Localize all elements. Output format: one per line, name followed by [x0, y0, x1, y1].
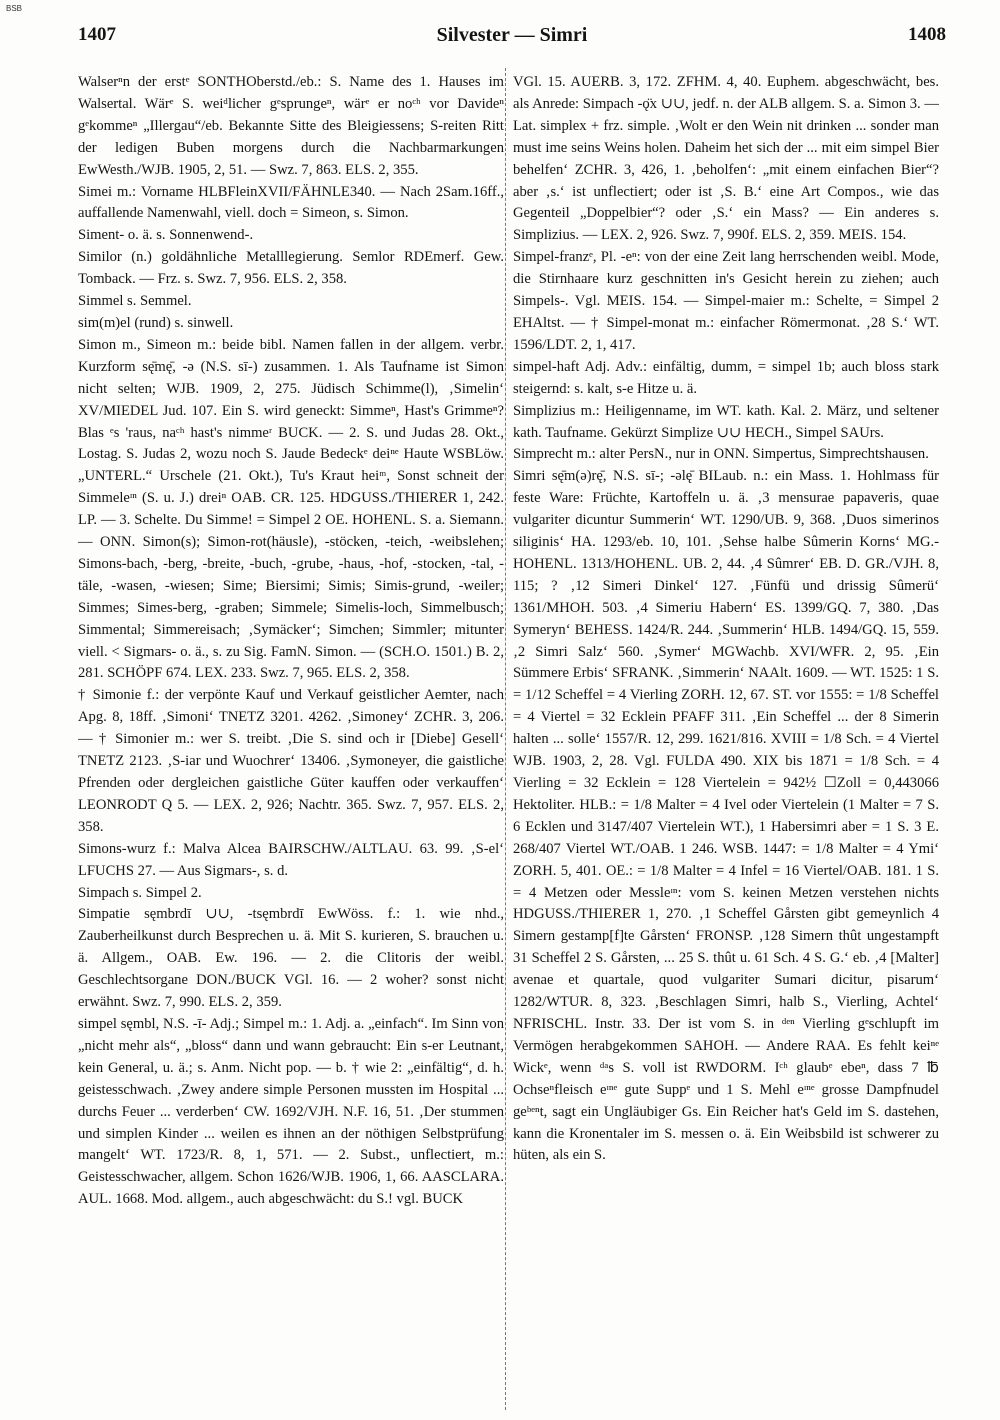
- entry: Simons-wurz f.: Malva Alcea BAIRSCHW./ALTLAU. 63. 99. ‚S-el‘ LFUCHS 27. — Aus Sigmars-, s. d.: [78, 840, 504, 879]
- library-stamp: BSB: [6, 4, 23, 13]
- running-title: Silvester — Simri: [436, 24, 588, 46]
- entry: simpel sęmbl, N.S. -ī- Adj.; Simpel m.: 1. Adj. a. „einfach“. Im Sinn von „nicht mehr als“, „bloss“ dann und wann gebraucht: Ein s-er Leutnant, kein General, u. ä.; s. Anm. Nicht pop. — b. † wie 2: „einfältig“, d. h. geistesschwach. ‚Zwey andere simple Personen mussten im Hospital ... durchs Feuer ... verderben‘ CW. 1692/VJH. N.F. 16, 51. ‚Der stummen und simplen Kinder ... weilen es ihnen an der nöthigen Selbstprüfung mangelt‘ WT. 1723/R. 8, 1, 571. — 2. Subst., unflectiert, m.: Geistesschwacher, allgem. Schon 1626/WJB. 1906, 1, 66. AASCLARA. AUL. 1668. Mod. allgem., auch abgeschwächt: du S.! vgl. BUCK: [78, 1015, 504, 1208]
- entry: Simon m., Simeon m.: beide bibl. Namen fallen in der allgem. verbr. Kurzform sę̄mę̄, -ə (N.S. sī-) zusammen. 1. Als Taufname ist Simon nicht selten; WJB. 1909, 2, 275. Jüdisch Schimme(l), ‚Simelin‘ XV/MIEDEL Jud. 107. Ein S. wird geneckt: Simmeⁿ, Hast's Grimmeⁿ? Blas ᵉs 'raus, naᶜʰ hast's nimmeʳ BUCK. — 2. S. und Judas 28. Okt., Lostag. S. Judas 2, wozu noch S. Jaude Bedeckᵉ deiⁿᵉ Haute WSBLöw. „UNTERL.“ Urschele (21. Okt.), Tu's Kraut heiᵐ, Sonst schneit der Simmeleᶦⁿ (S. u. J.) dreiⁿ OAB. CR. 125. HDGUSS./THIERER 1, 242. LP. — 3. Schelte. Du Simme! = Simpel 2 OE. HOHENL. S. a. Siemann. — ONN. Simon(s); Simon-rot(häusle), -stöcken, -teich, -weibslehen; Simons-bach, -berg, -breite, -buch, -grube, -haus, -hof, -stocken, -tal, -täle, -wasen, -wiesen; Sime; Biersimi; Simis; Simis-grund, -weiler; Simmes; Simes-berg, -graben; Simmele; Simelis-loch, Simmelbusch; Simmental; Simmereisach; ‚Symäcker‘; Simchen; Simmler; mitunter viell. < Sigmars- o. ä., s. zu Sig. FamN. Simon. — (SCH.O. 1501.) B. 2, 281. SCHÖPF 674. LEX. 233. Swz. 7, 965. ELS. 2, 358.: [78, 336, 504, 682]
- page-header: [78, 24, 946, 54]
- entry: simpel-haft Adj. Adv.: einfältig, dumm, = simpel 1b; auch bloss stark steigernd: s. kalt, s-e Hitze u. ä.: [513, 358, 939, 397]
- entry: Similor (n.) goldähnliche Metalllegierung. Semlor RDEmerf. Gew. Tomback. — Frz. s. Swz. 7, 956. ELS. 2, 358.: [78, 249, 504, 288]
- entry: Siment- o. ä. s. Sonnenwend-.: [78, 227, 254, 244]
- entry: Simpel-franzᵉ, Pl. -eⁿ: von der eine Zeit lang herrschenden weibl. Mode, die Stirnhaare kurz geschnitten in's Gesicht herein zu ziehen; auch Simpels-. Vgl. MEIS. 154. — Simpel-maier m.: Schelte, = Simpel 2 EHAltst. — † Simpel-monat m.: einfacher Römermonat. ‚28 S.‘ WT. 1596/LDT. 2, 1, 417.: [513, 249, 939, 353]
- right-column: [513, 72, 939, 1410]
- entry: Simplizius m.: Heiligenname, im WT. kath. Kal. 2. März, und seltener kath. Taufname. Gekürzt Simplize ∪∪ HECH., Simpel SAUrs.: [513, 402, 939, 441]
- page-number-right: 1408: [908, 24, 946, 45]
- entry: sim(m)el (rund) s. sinwell.: [78, 314, 234, 331]
- entry: Simprecht m.: alter PersN., nur in ONN. Simpertus, Simprechtshausen.: [513, 446, 929, 463]
- entry: Simpach s. Simpel 2.: [78, 884, 202, 901]
- entry: Simei m.: Vorname HLBFleinXVII/FÄHNLE340. — Nach 2Sam.16ff., auffallende Namenwahl, viell. doch = Simeon, s. Simon.: [78, 183, 504, 222]
- entry: Simri sę̄m(ə)rę̄, N.S. sī-; -əlę̄ BILaub. n.: ein Mass. 1. Hohlmass für feste Ware: Früchte, Kartoffeln u. ä. ‚3 mensurae papaveris, quae vulgariter dicuntur Summerin‘ WT. 1290/UB. 9, 368. ‚Duos simerinos siliginis‘ HA. 1293/eb. 10, 101. ‚Sehse halbe Sûmerin Korns‘ MG.-HOHENL. 1313/HOHENL. UB. 2, 44. ‚4 Sûmrer‘ EB. D. GR./VJH. 8, 115; ? ‚12 Simeri Dinkel‘ 127. ‚Fünfü und drissig Sûmerü‘ 1361/MHOH. 503. ‚4 Simeriu Habern‘ ES. 1399/GQ. 7, 380. ‚Das Symeryn‘ BEHESS. 1424/R. 244. ‚Summerin‘ HLB. 1494/GQ. 15, 559. ‚2 Simri Salz‘ 560. ‚Symer‘ MGWachb. XVI/WFR. 2, 95. ‚Ein Sümmere Erbis‘ SFRANK. ‚Simmerin‘ NAAlt. 1609. — WT. 1525: 1 S. = 1/12 Scheffel = 4 Vierling ZORH. 12, 67. ST. vor 1555: = 1/8 Scheffel = 4 Viertel = 32 Ecklein PFAFF 311. ‚Ein Scheffel ... der 8 Simerin halten ... solle‘ 1557/R. 12, 299. 1621/816. XVIII = 1/8 Sch. = 4 Viertel WJB. 1903, 2, 28. Vgl. FULDA 490. XIX bis 1871 = 1/8 Sch. = 4 Vierling = 32 Ecklein = 128 Viertelein = 942½ ☐Zoll = 0,443066 Hektoliter. HLB.: = 1/8 Malter = 4 Ivel oder Viertelein (1 Malter = 7 S. 6 Ecklen und 3147/407 Viertelein WT.), 1 Habersimri aber = 1 S. 3 E. 268/407 Viertel WT./OAB. 1 246. WSB. 1447: = 1/8 Malter = 4 Ymi‘ ZORH. 5, 401. OE.: = 1/8 Malter = 4 Infel = 16 Viertel/OAB. 181. 1 S. = 4 Metzen oder Messleᶦⁿ: vom S. keinen Metzen verstehen nichts HDGUSS./THIERER 1, 270. ‚1 Scheffel Gårsten gibt gemeynlich 4 Simern gestamp[f]te Gårsten‘ FRONSP. ‚128 Simern thût ungestampft 31 Scheffel 2 S. Gårsten, ... 25 S. thût u. 61 Sch. 4 S. G.‘ eb. ‚4 [Malter] avenae et quartale, quod vulgariter Sumari dicitur, pisarum‘ 1282/WTUR. 8, 323. ‚Beschlagen Simri, halb S., Vierling, Achtel‘ NFRISCHL. Instr. 33. Der ist vom S. in ᵈᵉⁿ Vierling gᵉschlupft im Vermögen herabgekommen SAHOH. — Andere RAA. Es fehlt keiⁿᵉ Wickᵉ, wenn ᵈᵃs S. voll ist RWDORM. Iᶜʰ glaubᵉ ebeⁿ, dass 7 ℔ Ochseⁿfleisch eᶦⁿᵉ gute Suppᵉ und 1 S. Mehl eᶦⁿᵉ grosse Dampfnudel geᵇᵉⁿt, sagt ein Ungläubiger Gs. Ein Reicher hat's Geld im S. dastehen, kann die Kronentaler im S. messen o. ä. Ein Weibsbild ist schwerer zu hüten, als ein S.: [513, 468, 939, 1164]
- entry: VGl. 15. AUERB. 3, 172. ZFHM. 4, 40. Euphem. abgeschwächt, bes. als Anrede: Simpach -ǫ̈x ∪∪, jedf. n. der ALB allgem. S. a. Simon 3. — Lat. simplex + frz. simple. ‚Wolt er den Wein nit drinken ... sonder man must ime seins Weins holen. Daheim het sich der ... mit eim simpel Bier behelfen‘ ZCHR. 3, 426, 1. ‚beholfen‘: „mit einem einfachen Bier“? aber ‚s.‘ ist unflectiert; oder ist ‚S. B.‘ eine Art Compos., wie das Gegenteil „Doppelbier“? oder ‚S.‘ ein Mass? — Ein anderes s. Simplizius. — LEX. 2, 926. Swz. 7, 990f. ELS. 2, 359. MEIS. 154.: [513, 74, 939, 244]
- entry: † Simonie f.: der verpönte Kauf und Verkauf geistlicher Aemter, nach Apg. 8, 18ff. ‚Simoni‘ TNETZ 3201. 4262. ‚Simoney‘ ZCHR. 3, 206. — † Simonier m.: wer S. treibt. ‚Die S. sind och ir [Diebe] Gesell‘ TNETZ 2123. ‚S-iar und Wuochrer‘ 13406. ‚Symoneyer, die gaistliche Pfrenden oder dergleichen gaistliche Güter kauffen oder verkauffen‘ LEONRODT Q 5. — LEX. 2, 926; Nachtr. 365. Swz. 7, 957. ELS. 2, 358.: [78, 687, 504, 835]
- left-column: [78, 72, 504, 1410]
- entry: Walserⁿn der erstᵉ SONTHOberstd./eb.: S. Name des 1. Hauses im Walsertal. Wärᵉ S. weiᵈlicher gᵉsprungeⁿ, wärᵉ er noᶜʰ vor Davideⁿ gᵉkommeⁿ „Illergau“/eb. Bekannte Sitte des Bleigiessens; S-reiten Ritt der ledigen Buben morgens durch die Nachbarmarkungen EwWesth./WJB. 1905, 2, 51. — Swz. 7, 863. ELS. 2, 355.: [78, 74, 504, 178]
- page-number-left: 1407: [78, 24, 116, 45]
- column-divider: [505, 68, 506, 1410]
- entry: Simmel s. Semmel.: [78, 293, 192, 310]
- entry: Simpatie sęmbrdī ∪∪, -tsęmbrdī EwWöss. f.: 1. wie nhd., Zauberheilkunst durch Besprechen u. ä. Mit S. kurieren, S. brauchen u. ä. Allgem., OAB. Ew. 196. — 2. die Clitoris der weibl. Geschlechtsorgane DON./BUCK VGl. 16. — 2 woher? sonst nicht erwähnt. Swz. 7, 990. ELS. 2, 359.: [78, 906, 504, 1011]
